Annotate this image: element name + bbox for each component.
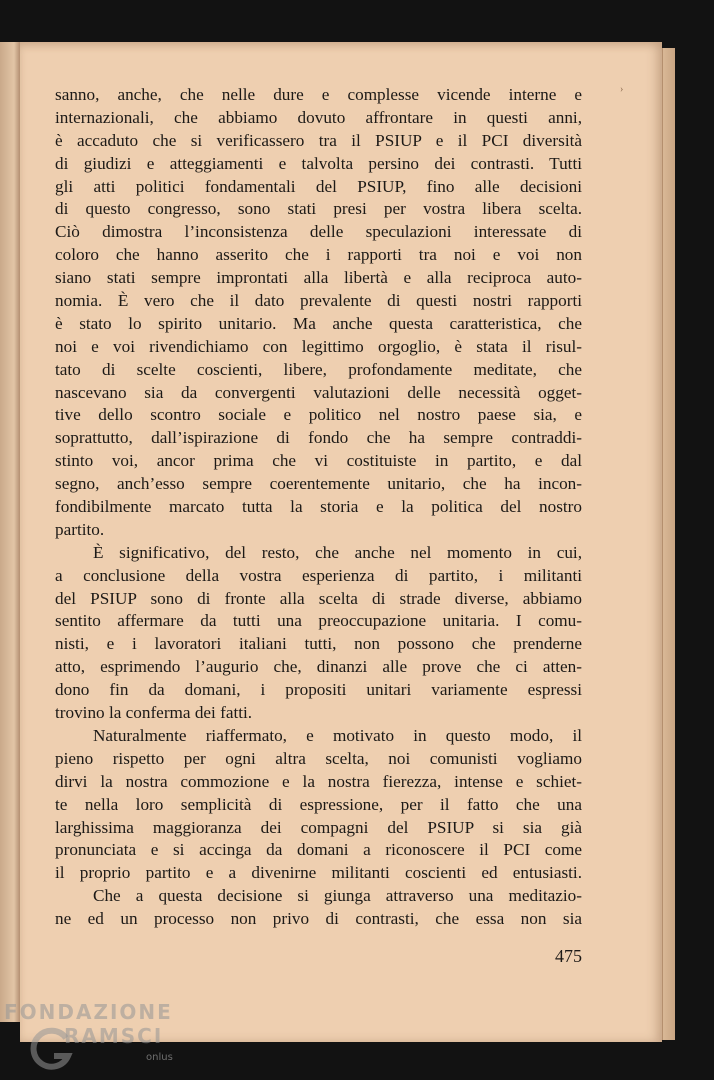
watermark-line-1: FONDAZIONE [4, 1000, 173, 1024]
text-line: soprattutto, dall’ispirazione di fondo che ha sempre contraddi- [55, 428, 582, 448]
page-stack-edge [662, 48, 675, 1040]
text-line: Che a questa decisione si giunga attraverso una meditazio- [93, 886, 582, 906]
text-line: nascevano sia da convergenti valutazioni delle necessità ogget- [55, 382, 582, 402]
text-line: fondibilmente marcato tutta la storia e la politica del nostro [55, 497, 582, 517]
text-line: sentito affermare da tutti una preoccupazione unitaria. I comu- [55, 611, 582, 631]
margin-mark: › [620, 84, 624, 95]
text-line: larghissima maggioranza dei compagni del PSIUP si sia già [55, 817, 582, 837]
text-line: È significativo, del resto, che anche nel momento in cui, [93, 542, 582, 562]
adjacent-page-edge [0, 42, 21, 1022]
text-line: gli atti politici fondamentali del PSIUP, fino alle decisioni [55, 176, 582, 196]
text-line: internazionali, che abbiamo dovuto affrontare in questi anni, [55, 107, 582, 127]
text-line: stinto voi, ancor prima che vi costituiste in partito, e dal [55, 451, 582, 471]
text-line: dono fin da domani, i propositi unitari variamente espressi [55, 680, 582, 700]
text-line: siano stati sempre improntati alla libertà e alla reciproca auto- [55, 268, 582, 288]
text-line: segno, anch’esso sempre coerentemente unitario, che ha incon- [55, 474, 582, 494]
text-line: dirvi la nostra commozione e la nostra fierezza, intense e schiet- [55, 771, 582, 791]
text-line: pronunciata e si accinga da domani a riconoscere il PCI come [55, 840, 582, 860]
text-line: è accaduto che si verificassero tra il PSIUP e il PCI diversità [55, 130, 582, 150]
text-line: te nella loro semplicità di espressione, per il fatto che una [55, 794, 582, 814]
text-line: è stato lo spirito unitario. Ma anche questa caratteristica, che [55, 313, 582, 333]
text-line: Naturalmente riaffermato, e motivato in questo modo, il [93, 725, 582, 745]
watermark-logo [4, 1000, 214, 1078]
text-line: tato di scelte coscienti, libere, profondamente meditate, che [55, 359, 582, 379]
text-line: sanno, anche, che nelle dure e complesse vicende interne e [55, 85, 582, 104]
text-line: noi e voi rivendichiamo con legittimo orgoglio, è stata il risul- [55, 336, 582, 356]
text-line: del PSIUP sono di fronte alla scelta di strade diverse, abbiamo [55, 588, 582, 608]
text-line: nisti, e i lavoratori italiani tutti, non possono che prenderne [55, 634, 582, 654]
text-line: Ciò dimostra l’inconsistenza delle speculazioni interessate di [55, 222, 582, 242]
text-line: a conclusione della vostra esperienza di partito, i militanti [55, 565, 582, 585]
text-line: ne ed un processo non privo di contrasti, che essa non sia [55, 909, 582, 929]
text-line: tive dello scontro sociale e politico nel nostro paese sia, e [55, 405, 582, 425]
watermark-line-2: RAMSCI [64, 1024, 164, 1048]
text-line: partito. [55, 519, 105, 539]
text-line: di questo congresso, sono stati presi per vostra libera scelta. [55, 199, 582, 219]
body-text [55, 84, 582, 931]
text-line: coloro che hanno asserito che i rapporti tra noi e voi non [55, 245, 582, 265]
page-number: 475 [555, 946, 582, 966]
text-line: di giudizi e atteggiamenti e talvolta persino dei contrasti. Tutti [55, 153, 582, 173]
text-line: il proprio partito e a divenirne militanti coscienti ed entusiasti. [55, 863, 582, 883]
text-line: trovino la conferma dei fatti. [55, 703, 253, 723]
text-line: atto, esprimendo l’augurio che, dinanzi alle prove che ci atten- [55, 657, 582, 677]
text-line: pieno rispetto per ogni altra scelta, noi comunisti vogliamo [55, 748, 582, 768]
text-line: nomia. È vero che il dato prevalente di questi nostri rapporti [55, 291, 582, 311]
watermark-suffix: onlus [146, 1052, 173, 1063]
